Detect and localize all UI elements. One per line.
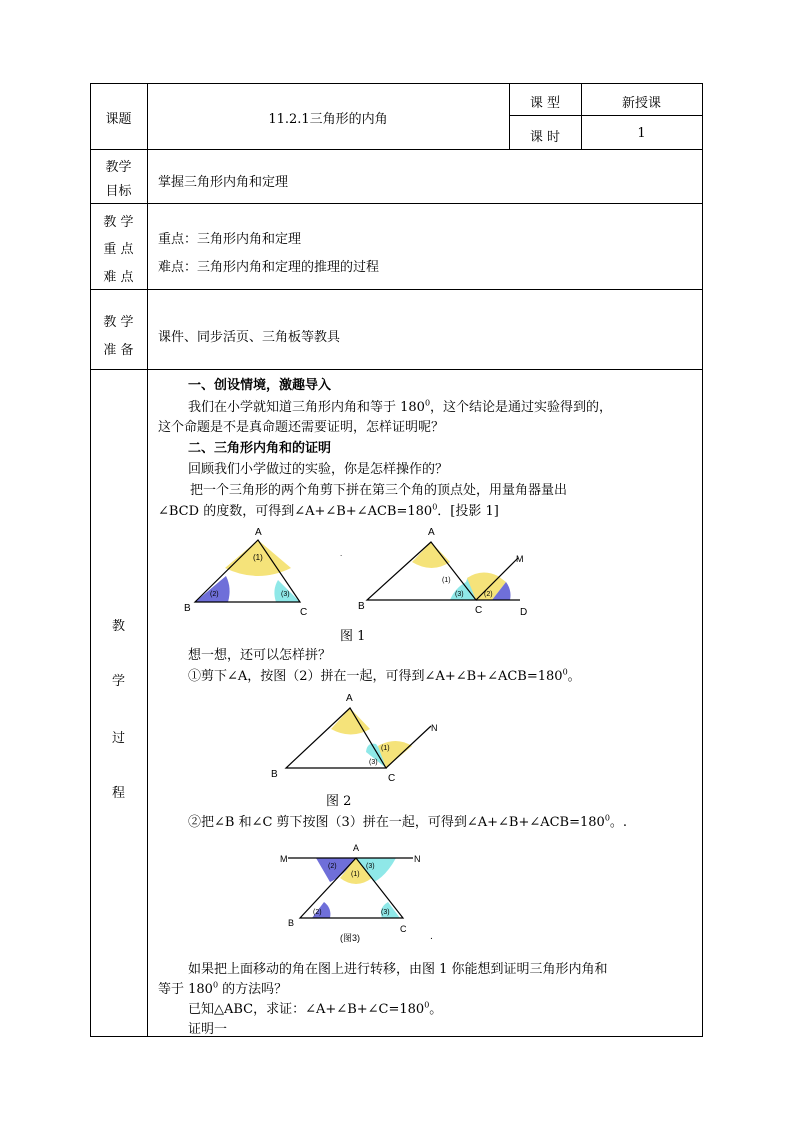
svg-text:(3): (3) (381, 909, 390, 916)
svg-text:(2): (2) (484, 591, 493, 598)
svg-text:(3): (3) (369, 759, 378, 766)
goal-label-1: 教学 (105, 160, 132, 175)
goal-text: 掌握三角形内角和定理 (158, 175, 289, 190)
process-label-char: 学 (111, 674, 125, 689)
paragraph-3b: ∠BCD 的度数，可得到$\angle A+\angle B+\angle ACB=180^0$．[投影 1] (158, 502, 499, 519)
figure-1-caption: 图 1 (340, 629, 366, 644)
svg-text:D: D (520, 607, 528, 618)
method-2: ②把∠B 和∠C 剪下按图（3）拼在一起，可得到$\angle A+\angle B+\angle ACB=180^0$。. (188, 813, 628, 830)
svg-text:C: C (400, 924, 407, 934)
svg-text:(3): (3) (366, 863, 375, 870)
svg-text:B: B (358, 601, 365, 612)
type-value: 新授课 (621, 96, 661, 111)
focus-label-2: 重 点 (103, 242, 134, 257)
prep-text: 课件、同步活页、三角板等教具 (158, 330, 341, 345)
table-divider (147, 83, 148, 1037)
svg-text:.: . (340, 549, 343, 558)
fig1-left-triangle (184, 527, 307, 618)
fig1-right-triangle (358, 527, 527, 618)
table-border-right (702, 83, 703, 1037)
svg-text:B: B (271, 769, 278, 780)
svg-text:M: M (280, 854, 288, 864)
svg-text:A: A (353, 843, 360, 853)
goal-label-2: 目标 (105, 184, 132, 199)
svg-text:C: C (388, 773, 396, 784)
section-heading-1: 一、创设情境，激趣导入 (188, 378, 332, 393)
svg-text:A: A (255, 527, 262, 538)
prep-label-2: 准 备 (103, 343, 134, 358)
focus-label-1: 教 学 (103, 215, 134, 230)
svg-text:N: N (414, 854, 421, 864)
svg-text:(3): (3) (455, 591, 464, 598)
svg-text:(1): (1) (253, 553, 263, 562)
topic-label: 课题 (105, 112, 132, 127)
process-label-char: 程 (111, 786, 125, 801)
table-divider (90, 203, 703, 204)
topic-value: 11.2.1三角形的内角 (268, 112, 388, 127)
prep-label-1: 教 学 (103, 315, 134, 330)
svg-text:(图3): (图3) (340, 933, 360, 943)
svg-text:(2): (2) (210, 591, 219, 598)
svg-text:B: B (288, 918, 295, 928)
svg-text:(1): (1) (381, 745, 390, 752)
svg-text:A: A (346, 693, 353, 704)
think-prompt: 想一想，还可以怎样拼？ (188, 648, 332, 663)
process-label-char: 过 (111, 731, 125, 746)
paragraph-1a: 我们在小学就知道三角形内角和等于 $180^0$，这个结论是通过实验得到的， (188, 398, 613, 415)
process-label-char: 教 (111, 619, 125, 634)
svg-text:C: C (475, 605, 483, 616)
table-divider (90, 289, 703, 290)
svg-text:(3): (3) (281, 591, 290, 598)
section-heading-2: 二、三角形内角和的证明 (188, 441, 332, 456)
table-divider (509, 115, 703, 116)
svg-text:A: A (428, 527, 435, 538)
figure-3 (278, 838, 448, 948)
paragraph-4b: 等于 $180^0$ 的方法吗？ (158, 980, 288, 997)
angle-2-wedge (195, 576, 230, 602)
svg-text:N: N (431, 723, 438, 733)
proof-label: 证明一 (188, 1022, 228, 1037)
svg-text:(2): (2) (328, 863, 337, 870)
svg-text:(1): (1) (351, 871, 360, 878)
figure-2 (266, 688, 446, 788)
paragraph-4a: 如果把上面移动的角在图上进行转移，由图 1 你能想到证明三角形内角和 (188, 962, 608, 977)
method-1: ①剪下∠A，按图（2）拼在一起，可得到$\angle A+\angle B+\angle ACB=180^0$。 (188, 667, 581, 684)
figure-1 (180, 522, 540, 622)
svg-text:(1): (1) (442, 577, 451, 584)
figure-2-caption: 图 2 (326, 794, 352, 809)
paragraph-3a: 把一个三角形的两个角剪下拼在第三个角的顶点处，用量角器量出 (190, 483, 568, 498)
given-statement: 已知△ABC，求证：$\angle A+\angle B+\angle C=180^0$。 (188, 1000, 443, 1017)
paragraph-1b: 这个命题是不是真命题还需要证明，怎样证明呢？ (158, 420, 445, 435)
hours-value: 1 (637, 126, 646, 141)
svg-text:(2): (2) (313, 909, 322, 916)
table-divider (90, 369, 703, 370)
focus-label-3: 难 点 (103, 270, 134, 285)
svg-text:M: M (516, 554, 524, 564)
svg-text:B: B (184, 603, 191, 614)
table-border-bottom (90, 1036, 703, 1037)
svg-text:C: C (300, 607, 308, 618)
table-divider (90, 149, 703, 150)
focus-difficulty: 难点：三角形内角和定理的推理的过程 (158, 260, 380, 275)
type-label: 课 型 (529, 96, 561, 111)
focus-key: 重点：三角形内角和定理 (158, 232, 302, 247)
paragraph-2: 回顾我们小学做过的实验，你是怎样操作的？ (188, 462, 449, 477)
hours-label: 课 时 (529, 130, 561, 145)
table-border-top (90, 83, 703, 84)
